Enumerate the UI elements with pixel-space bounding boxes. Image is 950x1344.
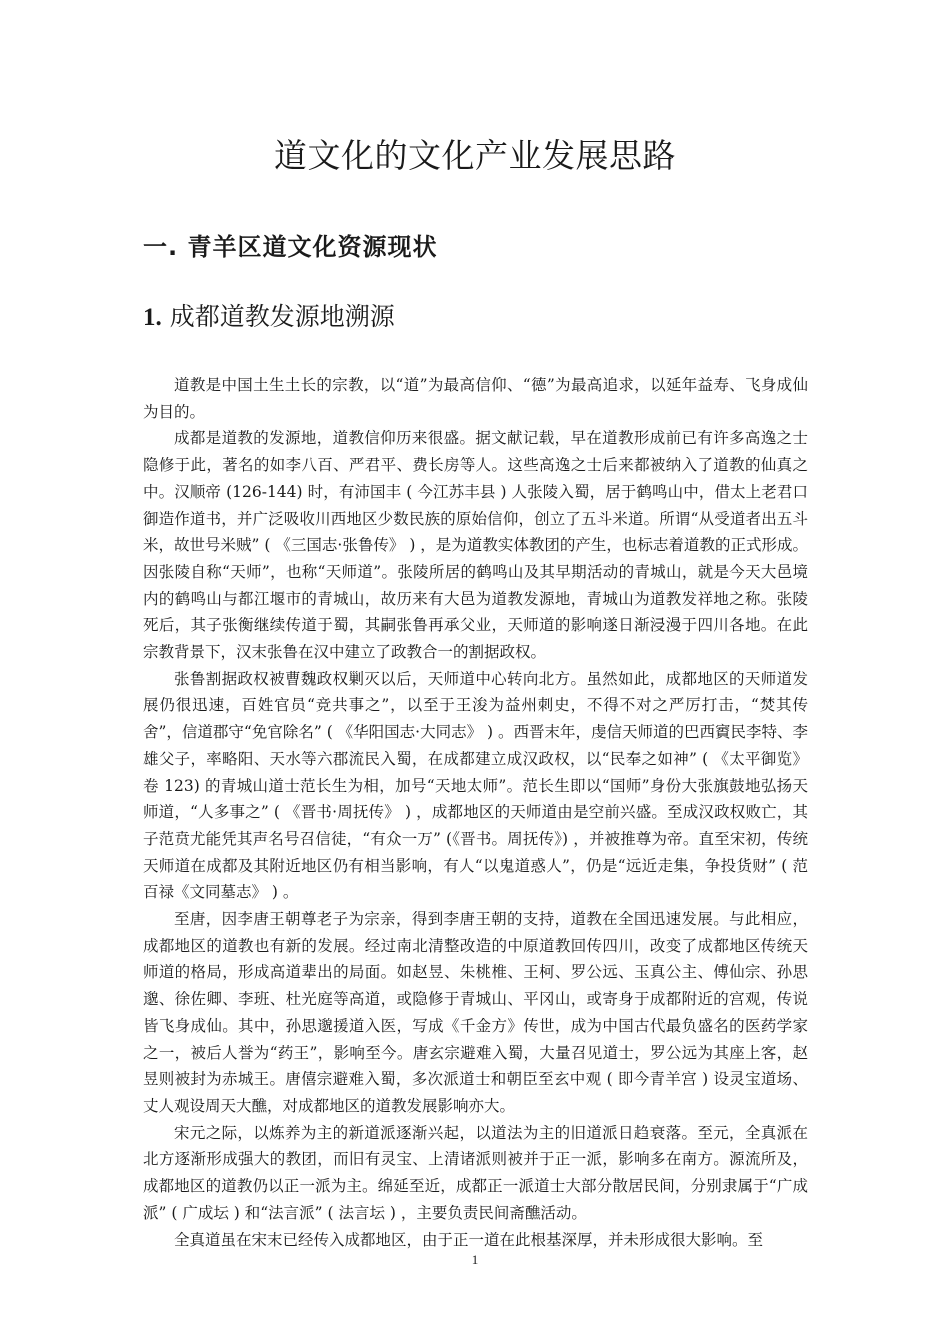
paragraph: 道教是中国土生土长的宗教，以“道”为最高信仰、“德”为最高追求，以延年益寿、飞身成仙为目的。 bbox=[143, 376, 808, 421]
sub-heading-number: 1. bbox=[143, 304, 162, 331]
sub-heading-text: 成都道教发源地溯源 bbox=[169, 302, 395, 331]
paragraph: 成都是道教的发源地，道教信仰历来很盛。据文献记载，早在道教形成前已有许多高逸之士隐修于此，著名的如李八百、严君平、费长房等人。这些高逸之士后来都被纳入了道教的仙真之中。汉顺帝 (126-144) 时，有沛国丰 ( 今江苏丰县 ) 人张陵入蜀，居于鹤鸣山中，借太上老君口御造作道书，并广泛吸收川西地区少数民族的原始信仰，创立了五斗米道。所谓“从受道者出五斗米，故世号米贼” ( 《三国志·张鲁传》 ) ，是为道教实体教团的产生，也标志着道教的正式形成。因张陵自称“天师”，也称“天师道”。张陵所居的鹤鸣山及其早期活动的青城山，就是今天大邑境内的鹤鸣山与都江堰市的青城山，故历来有大邑为道教发源地，青城山为道教发祥地之称。张陵死后，其子张衡继续传道于蜀，其嗣张鲁再承父业，天师道的影响遂日渐浸漫于四川各地。在此宗教背景下，汉末张鲁在汉中建立了政教合一的割据政权。 bbox=[143, 429, 808, 662]
paragraph: 张鲁割据政权被曹魏政权剿灭以后，天师道中心转向北方。虽然如此，成都地区的天师道发展仍很迅速，百姓官员“竞共事之”，以至于王浚为益州刺史，不得不对之严厉打击，“焚其传舍”，信道郡守“免官除名” ( 《华阳国志·大同志》 ) 。西晋末年，虔信天师道的巴西賨民李特、李雄父子，率略阳、天水等六郡流民入蜀，在成都建立成汉政权，以“民奉之如神” ( 《太平御览》卷 123) 的青城山道士范长生为相，加号“天地太师”。范长生即以“国师”身份大张旗鼓地弘扬天师道，“人多事之” ( 《晋书·周抚传》 ) ，成都地区的天师道由是空前兴盛。至成汉政权败亡，其子范贲尤能凭其声名号召信徒，“有众一万” (《晋书。周抚传》) ，并被推尊为帝。直至宋初，传统天师道在成都及其附近地区仍有相当影响，有人“以鬼道惑人”，仍是“远近走集，争投货财” ( 范百禄《文同墓志》 ) 。 bbox=[143, 669, 809, 902]
sub-heading bbox=[143, 300, 395, 335]
page-title: 道文化的文化产业发展思路 bbox=[274, 136, 676, 175]
page-number: 1 bbox=[471, 1252, 479, 1267]
section-heading: 一. 青羊区道文化资源现状 bbox=[143, 233, 438, 261]
body-text bbox=[143, 372, 808, 1253]
paragraph: 宋元之际，以炼养为主的新道派逐渐兴起，以道法为主的旧道派日趋衰落。至元，全真派在北方逐渐形成强大的教团，而旧有灵宝、上清诸派则被并于正一派，影响多在南方。源流所及，成都地区的道教仍以正一派为主。绵延至近，成都正一派道士大部分散居民间，分别隶属于“广成派” ( 广成坛 ) 和“法言派” ( 法言坛 ) ，主要负责民间斋醮活动。 bbox=[143, 1123, 808, 1222]
paragraph: 至唐，因李唐王朝尊老子为宗亲，得到李唐王朝的支持，道教在全国迅速发展。与此相应，成都地区的道教也有新的发展。经过南北清整改造的中原道教回传四川，改变了成都地区传统天师道的格局，形成高道辈出的局面。如赵昱、朱桃椎、王柯、罗公远、玉真公主、傅仙宗、孙思邈、徐佐卿、李班、杜光庭等高道，或隐修于青城山、平冈山，或寄身于成都附近的宫观，传说皆飞身成仙。其中，孙思邈援道入医，写成《千金方》传世，成为中国古代最负盛名的医药学家之一，被后人誉为“药王”，影响至今。唐玄宗避难入蜀，大量召见道士，罗公远为其座上客，赵昱则被封为赤城王。唐僖宗避难入蜀，多次派道士和朝臣至玄中观 ( 即今青羊宫 ) 设灵宝道场、丈人观设周天大醮，对成都地区的道教发展影响亦大。 bbox=[143, 910, 808, 1115]
paragraph: 全真道虽在宋末已经传入成都地区，由于正一道在此根基深厚，并未形成很大影响。至 bbox=[174, 1230, 764, 1249]
